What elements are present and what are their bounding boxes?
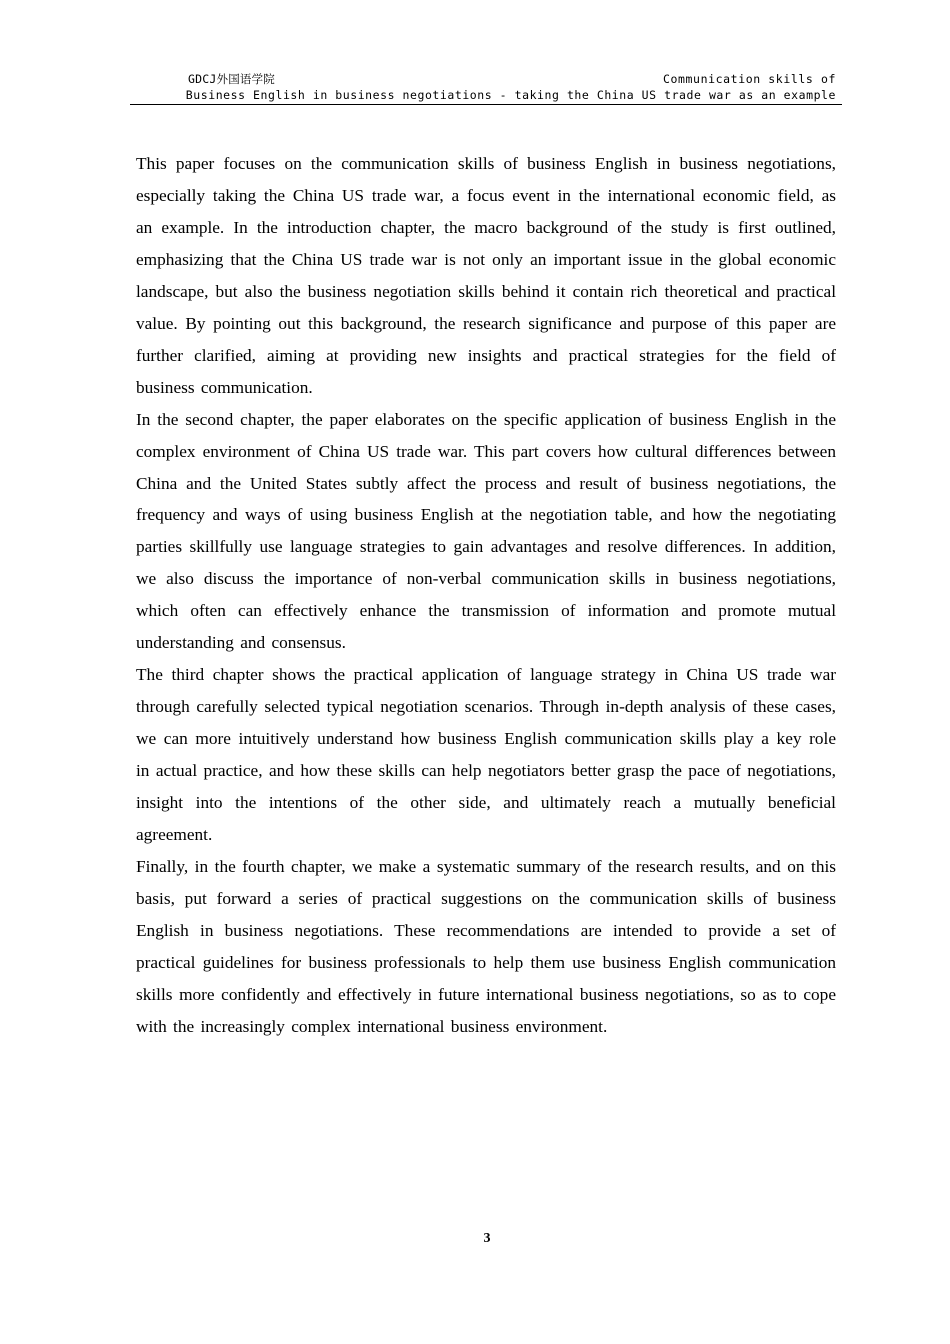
- paragraph-4: Finally, in the fourth chapter, we make a systematic summary of the research results, and on this basis, put forward a series of practical suggestions on the communication skills of business English in business negotiations. These recommendations are intended to provide a set of practical guidelines for business professionals to help them use business English communication skills more confidently and effectively in future international business negotiations, so as to cope with the increasingly complex international business environment.: [136, 856, 836, 1036]
- page-number: 3: [483, 1231, 491, 1246]
- paragraph-3: The third chapter shows the practical application of language strategy in China US trade war through carefully selected typical negotiation scenarios. Through in-depth analysis of these cases, we can more intuitively understand how business English communication skills play a key role in actual practice, and how these skills can help negotiators better grasp the pace of negotiations, insight into the intentions of the other side, and ultimately reach a mutually beneficial agreement.: [136, 665, 836, 845]
- paragraph-1: This paper focuses on the communication skills of business English in business negotiations, especially taking the China US trade war, a focus event in the international economic field, as an example. In the introduction chapter, the macro background of the study is first outlined, emphasizing that the China US trade war is not only an important issue in the global economic landscape, but also the business negotiation skills behind it contain rich theoretical and practical value. By pointing out this background, the research significance and purpose of this paper are further clarified, aiming at providing new insights and practical strategies for the field of business communication.: [136, 154, 836, 397]
- page-header: [130, 70, 842, 105]
- main-body: [136, 148, 836, 1043]
- header-title-line2: Business English in business negotiations - taking the China US trade war as an example: [185, 88, 836, 102]
- header-title-line1: Communication skills of: [662, 72, 836, 86]
- header-institution: GDCJ外国语学院: [188, 72, 275, 86]
- paragraph-2: In the second chapter, the paper elaborates on the specific application of business English in the complex environment of China US trade war. This part covers how cultural differences between China and the United States subtly affect the process and result of business negotiations, the frequency and ways of using business English at the negotiation table, and how the negotiating parties skillfully use language strategies to gain advantages and resolve differences. In addition, we also discuss the importance of non-verbal communication skills in business negotiations, which often can effectively enhance the transmission of information and promote mutual understanding and consensus.: [136, 409, 836, 653]
